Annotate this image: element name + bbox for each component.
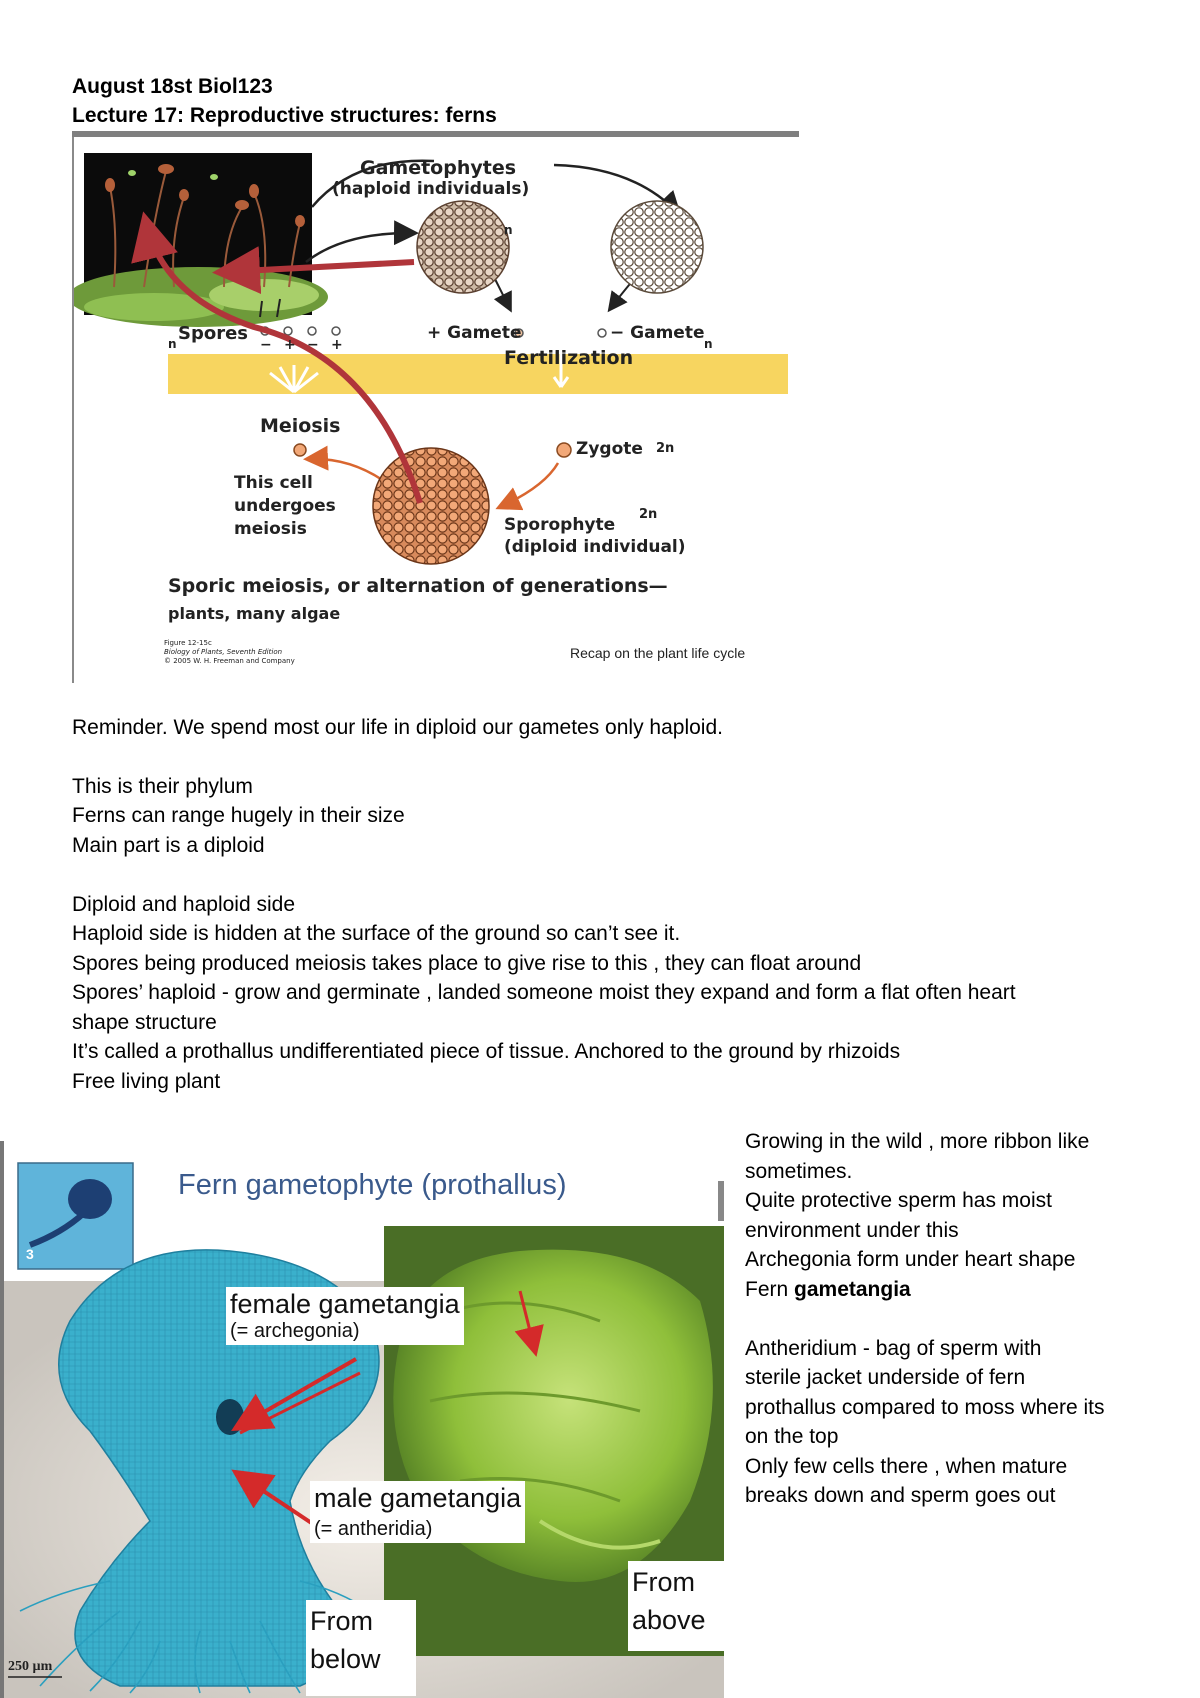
- this-cell-line-1: This cell: [234, 473, 313, 493]
- side-note-line: Growing in the wild , more ribbon like: [745, 1130, 1090, 1153]
- lecture-title: Lecture 17: Reproductive structures: ferns: [72, 104, 497, 127]
- note-line: Diploid and haploid side: [72, 893, 295, 916]
- note-line: Main part is a diploid: [72, 834, 265, 857]
- prothallus-title: Fern gametophyte (prothallus): [178, 1169, 567, 1201]
- male-gametangia-title: male gametangia: [314, 1483, 522, 1513]
- note-line: shape structure: [72, 1011, 217, 1034]
- spore-sign-3: −: [307, 337, 319, 353]
- inset-number: 3: [26, 1246, 34, 1262]
- side-note-line: breaks down and sperm goes out: [745, 1484, 1056, 1507]
- plus-gamete-label: + Gamete: [427, 323, 522, 343]
- gamete-ploidy-label: n: [704, 337, 713, 351]
- note-line: Ferns can range hugely in their size: [72, 804, 405, 827]
- antheridia-subtitle: (= antheridia): [314, 1518, 433, 1540]
- meiosis-label: Meiosis: [260, 415, 341, 437]
- minus-gamete-label: − Gamete: [610, 323, 705, 343]
- life-cycle-diagram: [74, 137, 801, 683]
- figure-caption: Sporic meiosis, or alternation of generations—: [168, 575, 668, 597]
- note-line: This is their phylum: [72, 775, 253, 798]
- document-date-course: August 18st Biol123: [72, 75, 273, 98]
- note-line: Haploid side is hidden at the surface of the ground so can’t see it.: [72, 922, 681, 945]
- figure-credit-1: Figure 12-15c: [164, 639, 212, 647]
- spore-ploidy-label: n: [168, 337, 177, 351]
- figure-credit-2: Biology of Plants, Seventh Edition: [164, 648, 283, 656]
- note-line: Spores being produced meiosis takes place to give rise to this , they can float around: [72, 952, 862, 975]
- scale-bar-label: 250 µm: [8, 1659, 53, 1674]
- side-note-line: prothallus compared to moss where its: [745, 1395, 1105, 1419]
- side-note-line: sometimes.: [745, 1159, 853, 1183]
- side-note-line: Quite protective sperm has moist: [745, 1189, 1052, 1212]
- side-notes: [745, 1127, 1145, 1511]
- minus-gametophyte-disc: [611, 201, 703, 293]
- sporophyte-disc: [373, 448, 489, 564]
- side-note-line: sterile jacket underside of fern: [745, 1366, 1026, 1389]
- from-above-line-1: From: [632, 1567, 695, 1597]
- note-reminder: Reminder. We spend most our life in diploid our gametes only haploid.: [72, 716, 723, 739]
- fern-prefix: Fern: [745, 1277, 795, 1301]
- side-note-line: environment under this: [745, 1218, 959, 1242]
- spore-sign-4: +: [331, 337, 343, 353]
- female-gametangia-title: female gametangia: [230, 1289, 460, 1319]
- figure-recap-caption: Recap on the plant life cycle: [570, 645, 746, 661]
- figure-caption-sub: plants, many algae: [168, 604, 341, 623]
- this-cell-line-3: meiosis: [234, 519, 307, 539]
- plus-gametophyte-disc: [417, 201, 509, 293]
- ploidy-band: [168, 354, 788, 394]
- male-gametangia-label: [310, 1481, 525, 1543]
- spore-sign-2: +: [284, 337, 296, 353]
- from-below-label: [306, 1600, 416, 1696]
- from-below-line-2: below: [310, 1644, 381, 1674]
- zygote-ploidy-label: 2n: [656, 441, 675, 456]
- side-note-line: Archegonia form under heart shape: [745, 1248, 1076, 1271]
- from-below-line-1: From: [310, 1606, 373, 1636]
- side-note-line: Only few cells there , when mature: [745, 1454, 1068, 1478]
- from-above-label: [628, 1561, 728, 1651]
- this-cell-line-2: undergoes: [234, 496, 336, 516]
- gametophyte-ploidy-label: n: [504, 223, 513, 237]
- figure-credit-3: © 2005 W. H. Freeman and Company: [164, 657, 295, 665]
- archegonia-subtitle: (= archegonia): [230, 1320, 360, 1342]
- gametophytes-title: Gametophytes: [360, 157, 517, 179]
- side-note-line: on the top: [745, 1425, 839, 1448]
- gametophytes-subtitle: (haploid individuals): [332, 179, 530, 199]
- note-line: Spores’ haploid - grow and germinate , landed someone moist they expand and form a flat often heart: [72, 981, 1016, 1004]
- side-note-spacer: [745, 1304, 1145, 1334]
- side-note-line: Antheridium - bag of sperm with: [745, 1336, 1042, 1360]
- sporophyte-subtitle: (diploid individual): [504, 537, 686, 557]
- prothallus-figure: [0, 1141, 728, 1698]
- side-note-fern-gametangia: [745, 1275, 1145, 1305]
- fertilization-label: Fertilization: [504, 347, 634, 369]
- spores-label: Spores: [178, 323, 249, 344]
- female-gametangia-label: [226, 1287, 464, 1345]
- spore-sign-1: −: [260, 337, 272, 353]
- life-cycle-figure: [72, 137, 801, 683]
- sporophyte-ploidy-label: 2n: [639, 507, 658, 522]
- sporophyte-title: Sporophyte: [504, 515, 616, 535]
- note-line: It’s called a prothallus undifferentiated piece of tissue. Anchored to the ground by rhizoids: [72, 1040, 901, 1063]
- inset-micrograph: [18, 1163, 133, 1269]
- fern-gametangia-bold: gametangia: [794, 1277, 911, 1301]
- zygote-label: Zygote: [576, 439, 643, 459]
- from-above-line-2: above: [632, 1605, 706, 1635]
- note-line: Free living plant: [72, 1070, 221, 1093]
